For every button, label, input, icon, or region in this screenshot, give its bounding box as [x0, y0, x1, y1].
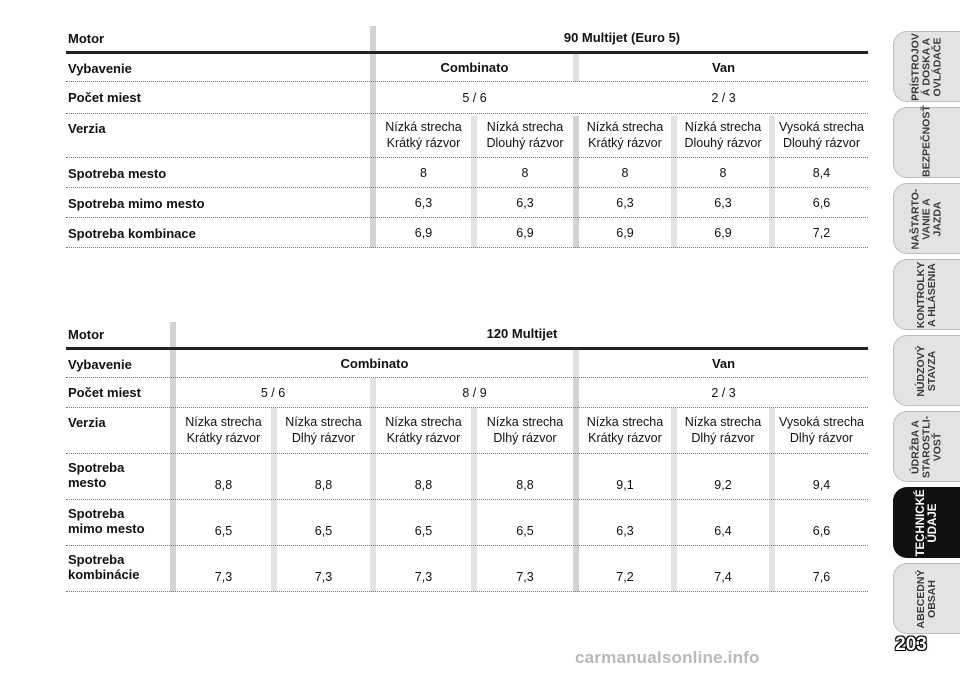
- tab-bezpecnost[interactable]: [893, 104, 960, 178]
- consumption-row: [66, 188, 868, 218]
- consumption-label: Spotreba mimo mesto: [68, 506, 145, 536]
- consumption-label: Spotreba mimo mesto: [68, 196, 205, 211]
- vybavenie-row: [66, 54, 868, 82]
- consumption-label: Spotreba mesto: [68, 166, 167, 181]
- watermark: carmanualsonline.info: [575, 648, 760, 667]
- tab-pristrojova-doska[interactable]: [893, 31, 960, 102]
- consumption-row: [66, 500, 868, 546]
- consumption-value: 8: [521, 166, 529, 180]
- verzia-value: Nízká strecha Dlouhý rázvor: [486, 120, 564, 150]
- motor-row: [66, 26, 868, 54]
- consumption-value: 6,5: [516, 524, 534, 538]
- consumption-value: 7,4: [714, 570, 732, 584]
- tab-udrzba[interactable]: [893, 411, 960, 482]
- vybavenie-label: Vybavenie: [68, 61, 132, 76]
- motor-label: Motor: [68, 31, 105, 46]
- vybavenie-value: Combinato: [340, 356, 409, 371]
- pocet-miest-value: 5 / 6: [260, 386, 286, 400]
- consumption-label: Spotreba kombinácie: [68, 552, 140, 582]
- consumption-value: 9,4: [812, 478, 831, 492]
- consumption-value: 6,9: [714, 226, 732, 240]
- consumption-value: 9,1: [616, 478, 634, 492]
- consumption-value: 6,6: [812, 196, 831, 210]
- tab-label: NÚDZOVÝ STAVZA: [915, 344, 938, 397]
- consumption-value: 6,9: [616, 226, 634, 240]
- pocet-miest-value: 2 / 3: [711, 386, 736, 400]
- consumption-value: 6,9: [414, 226, 433, 240]
- pocet-miest-row: [66, 82, 868, 114]
- consumption-row: [66, 218, 868, 248]
- vybavenie-value: Van: [711, 60, 736, 75]
- consumption-value: 6,5: [314, 524, 333, 538]
- consumption-value: 7,3: [516, 570, 534, 584]
- tab-label: TECHNICKÉ ÚDAJE: [915, 488, 939, 557]
- motor-row: [66, 322, 868, 350]
- consumption-value: 7,2: [616, 570, 634, 584]
- vybavenie-label: Vybavenie: [68, 357, 132, 372]
- tab-label: ABECEDNÝ OBSAH: [915, 569, 938, 628]
- tab-label: PRÍSTROJOV Á DOSKA A OVLÁDAČE: [909, 32, 944, 101]
- verzia-label: Verzia: [68, 415, 106, 430]
- consumption-row: [66, 454, 868, 500]
- consumption-value: 7,3: [414, 570, 433, 584]
- motor-label: Motor: [68, 327, 105, 342]
- pocet-miest-label: Počet miest: [68, 90, 141, 105]
- consumption-value: 6,3: [516, 196, 534, 210]
- verzia-value: Nízka strecha Dlhý rázvor: [486, 415, 564, 445]
- vybavenie-row: [66, 350, 868, 378]
- pocet-miest-row: [66, 378, 868, 408]
- verzia-value: Nízká strecha Dlouhý rázvor: [684, 120, 762, 150]
- tab-nudzovy-stav[interactable]: [893, 335, 960, 406]
- consumption-value: 6,5: [214, 524, 233, 538]
- consumption-value: 8: [621, 166, 629, 180]
- consumption-value: 8,8: [516, 478, 534, 492]
- tab-technicke-udaje[interactable]: [893, 487, 960, 558]
- consumption-value: 6,4: [714, 524, 732, 538]
- consumption-value: 8,8: [414, 478, 433, 492]
- tab-abecedny-obsah[interactable]: [893, 563, 960, 634]
- verzia-value: Nízká strecha Krátký rázvor: [586, 120, 664, 150]
- consumption-value: 6,3: [616, 524, 634, 538]
- motor-value: 90 Multijet (Euro 5): [563, 30, 681, 45]
- consumption-value: 6,6: [812, 524, 831, 538]
- consumption-value: 6,3: [714, 196, 732, 210]
- consumption-row: [66, 158, 868, 188]
- verzia-value: Nízka strecha Krátky rázvor: [385, 415, 462, 445]
- verzia-value: Vysoká strecha Dlouhý rázvor: [779, 120, 864, 150]
- pocet-miest-value: 2 / 3: [711, 91, 736, 105]
- verzia-value: Nízká strecha Krátký rázvor: [385, 120, 462, 150]
- consumption-value: 9,2: [714, 478, 732, 492]
- spec-table-90-multijet: [66, 26, 868, 248]
- consumption-value: 8: [420, 166, 427, 180]
- consumption-value: 7,6: [812, 570, 831, 584]
- consumption-value: 6,9: [516, 226, 534, 240]
- motor-value: 120 Multijet: [486, 326, 558, 341]
- verzia-row: [66, 114, 868, 158]
- pocet-miest-label: Počet miest: [68, 385, 141, 400]
- verzia-value: Nízka strecha Krátky rázvor: [586, 415, 664, 445]
- tab-kontrolky[interactable]: [893, 259, 960, 330]
- consumption-value: 8,8: [314, 478, 333, 492]
- vybavenie-value: Combinato: [440, 60, 509, 75]
- tab-nastartovanie[interactable]: [893, 183, 960, 254]
- consumption-value: 8,8: [214, 478, 233, 492]
- verzia-value: Nízka strecha Krátky rázvor: [185, 415, 262, 445]
- verzia-value: Nízka strecha Dlhý rázvor: [285, 415, 362, 445]
- spec-table-120-multijet: [66, 322, 868, 592]
- consumption-value: 8: [719, 166, 727, 180]
- tab-label: NAŠTARTO- VANIE A JAZDA: [909, 188, 944, 249]
- consumption-value: 7,3: [214, 570, 233, 584]
- consumption-value: 8,4: [812, 166, 831, 180]
- page-number: 203: [895, 634, 927, 655]
- verzia-label: Verzia: [68, 121, 106, 136]
- verzia-value: Vysoká strecha Dlhý rázvor: [779, 415, 864, 445]
- consumption-row: [66, 546, 868, 592]
- consumption-label: Spotreba kombinace: [68, 226, 196, 241]
- verzia-row: [66, 408, 868, 454]
- tab-label: BEZPEČNOSŤ: [920, 104, 933, 177]
- consumption-value: 6,5: [414, 524, 433, 538]
- vybavenie-value: Van: [711, 356, 736, 371]
- consumption-value: 6,3: [414, 196, 433, 210]
- verzia-value: Nízka strecha Dlhý rázvor: [684, 415, 762, 445]
- consumption-label: Spotreba mesto: [68, 460, 125, 490]
- consumption-value: 6,3: [616, 196, 634, 210]
- tab-label: ÚDRŽBA A STAROSTLI- VOSŤ: [909, 415, 944, 478]
- tab-label: KONTROLKY A HLÁSENIA: [915, 261, 938, 328]
- consumption-value: 7,3: [314, 570, 333, 584]
- pocet-miest-value: 8 / 9: [462, 386, 487, 400]
- pocet-miest-value: 5 / 6: [462, 91, 487, 105]
- consumption-value: 7,2: [812, 226, 831, 240]
